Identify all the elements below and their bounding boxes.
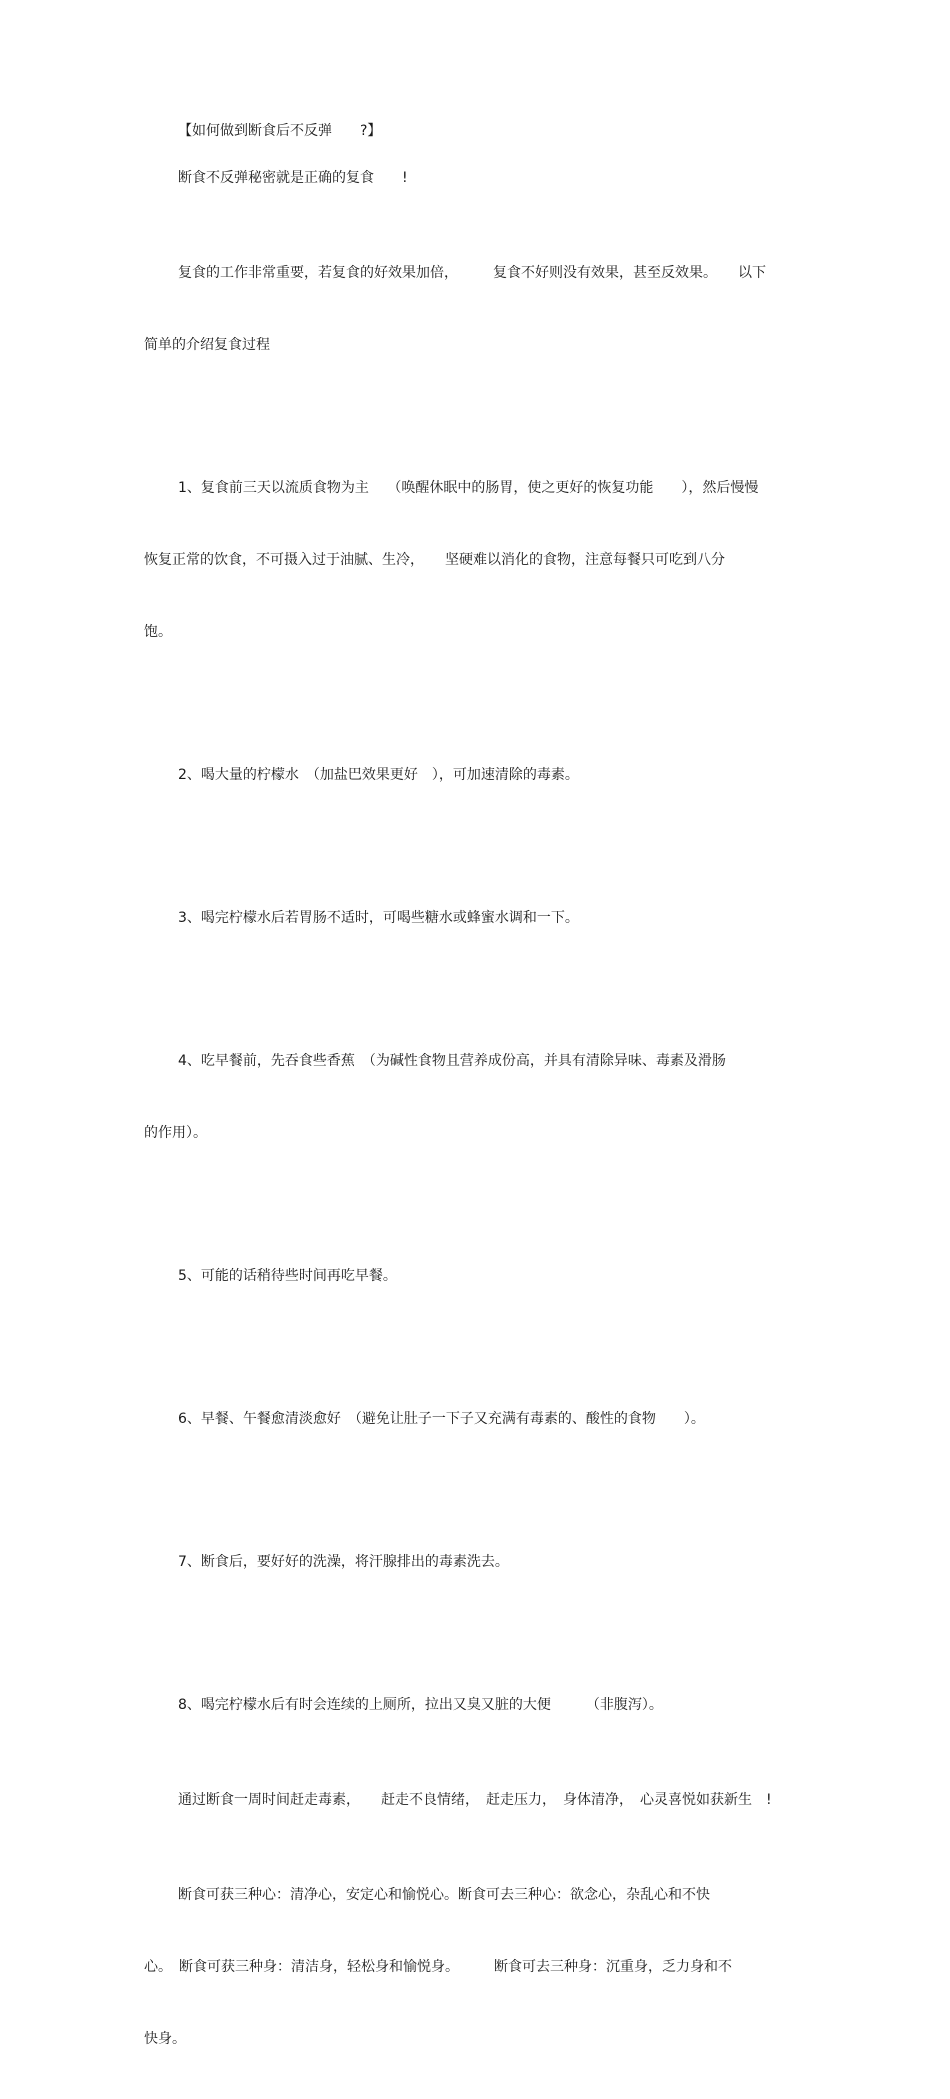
list-item xyxy=(144,715,808,835)
list-item xyxy=(144,1216,808,1336)
list-item-line: 8、喝完柠檬水后有时会连续的上厕所，拉出又臭又脏的大便 （非腹泻）。 xyxy=(178,1697,663,1713)
list-item xyxy=(144,858,808,978)
list-item-line: 6、早餐、午餐愈清淡愈好 （避免让肚子一下子又充满有毒素的、酸性的食物 ）。 xyxy=(178,1411,705,1427)
list-item-line: 2、喝大量的柠檬水 （加盐巴效果更好 ），可加速清除的毒素。 xyxy=(178,767,579,783)
list-item-line: 7、断食后，要好好的洗澡，将汗腺排出的毒素洗去。 xyxy=(178,1554,509,1570)
summary-paragraph: 通过断食一周时间赶走毒素， 赶走不良情绪， 赶走压力， 身体清净， 心灵喜悦如获新生 ! xyxy=(178,1792,772,1808)
document-title: 【如何做到断食后不反弹 ?】 xyxy=(178,123,382,139)
list-item-line: 5、可能的话稍待些时间再吃早餐。 xyxy=(178,1268,397,1284)
intro-line: 复食的工作非常重要，若复食的好效果加倍， 复食不好则没有效果，甚至反效果。 以下 xyxy=(178,265,766,281)
list-item xyxy=(144,1645,808,1765)
intro-line: 简单的介绍复食过程 xyxy=(144,337,270,353)
document-body xyxy=(144,119,808,2099)
closing-line: 断食可获三种心：清净心，安定心和愉悦心。断食可去三种心：欲念心，杂乱心和不快 xyxy=(178,1887,710,1903)
closing-line: 快身。 xyxy=(144,2031,186,2047)
closing-paragraph xyxy=(144,1835,808,2099)
list-item-line: 1、复食前三天以流质食物为主 （唤醒休眠中的肠胃，使之更好的恢复功能 ），然后慢慢 xyxy=(178,480,759,496)
list-item-line: 3、喝完柠檬水后若胃肠不适时，可喝些糖水或蜂蜜水调和一下。 xyxy=(178,910,579,926)
list-item xyxy=(144,1359,808,1479)
list-item-line: 的作用）。 xyxy=(144,1125,207,1141)
list-item xyxy=(144,1502,808,1622)
intro-paragraph xyxy=(144,213,808,405)
list-item-line: 4、吃早餐前，先吞食些香蕉 （为碱性食物且营养成份高，并具有清除异味、毒素及滑肠 xyxy=(178,1053,726,1069)
list-item-line: 饱。 xyxy=(144,624,172,640)
document-subtitle: 断食不反弹秘密就是正确的复食 ! xyxy=(178,170,408,186)
list-item xyxy=(144,1001,808,1193)
list-item xyxy=(144,428,808,692)
closing-line: 心。 断食可获三种身：清洁身，轻松身和愉悦身。 断食可去三种身：沉重身，乏力身和不 xyxy=(144,1959,732,1975)
list-item-line: 恢复正常的饮食，不可摄入过于油腻、生冷， 坚硬难以消化的食物，注意每餐只可吃到八分 xyxy=(144,552,725,568)
